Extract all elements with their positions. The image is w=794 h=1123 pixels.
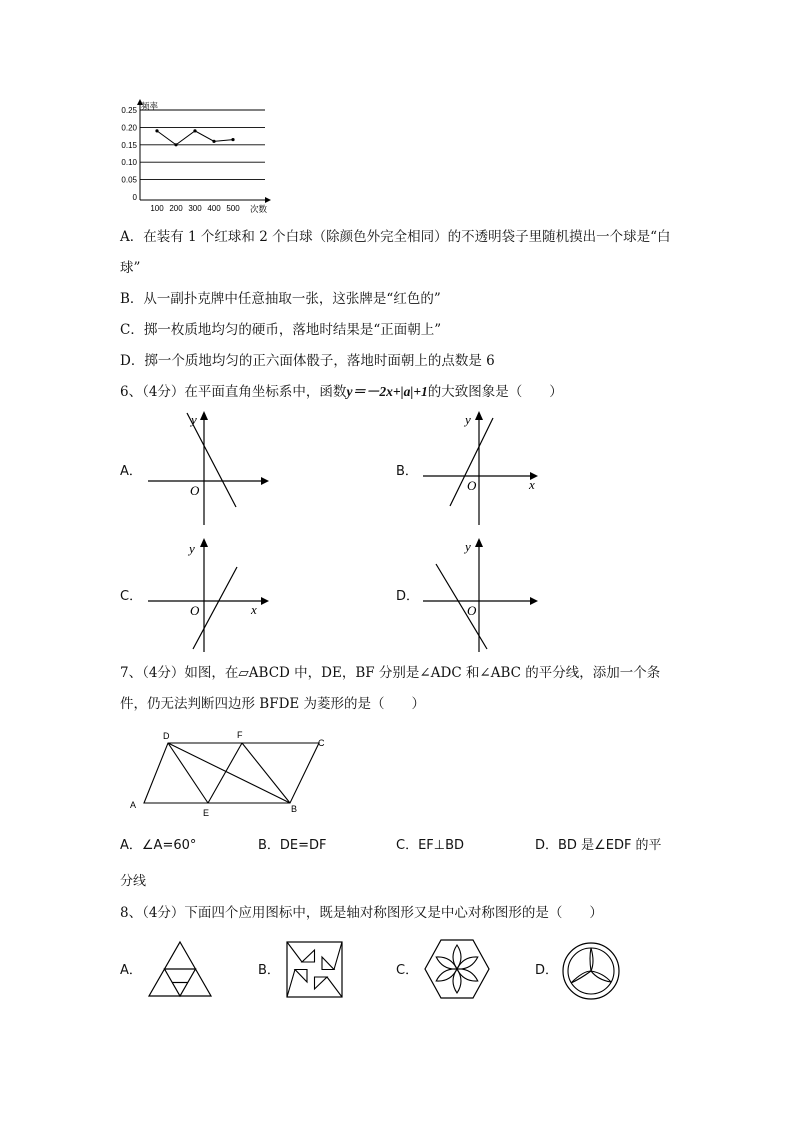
- chart-x-tick-label: 500: [226, 204, 240, 213]
- q8-label-b: B．: [258, 963, 280, 978]
- q7-option-c: C．EF⊥BD: [396, 838, 465, 853]
- chart-data-point: [231, 138, 234, 141]
- chart-y-tick-label: 0.25: [121, 106, 137, 115]
- q5-option-a-line1: A．在装有 1 个红球和 2 个白球（除颜色外完全相同）的不透明袋子里随机摸出一个球是“白: [120, 229, 671, 245]
- q7-option-b: B．DE=DF: [258, 838, 327, 853]
- q5-option-d: D．掷一个质地均匀的正六面体骰子，落地时面朝上的点数是 6: [120, 353, 495, 369]
- q8-stem: 8、（4分）下面四个应用图标中，既是轴对称图形又是中心对称图形的是（ ）: [120, 905, 603, 921]
- q7-parallelogram-figure: [125, 727, 340, 822]
- q7-stem-line2: 件，仍无法判断四边形 BFDE 为菱形的是（ ）: [120, 696, 426, 712]
- hexagon-flower-icon: [423, 938, 491, 1002]
- chart-x-tick-label: 100: [150, 204, 164, 213]
- q7-option-a: A．∠A=60°: [120, 838, 197, 853]
- q7-option-d-continued: 分线: [120, 874, 147, 889]
- q6-c-origin-label: O: [190, 603, 200, 618]
- q8-label-c: C．: [396, 963, 419, 978]
- chart-x-axis-title: 次数: [250, 204, 268, 214]
- q6-d-y-label: y: [465, 539, 471, 554]
- q6-c-x-label: x: [251, 602, 257, 617]
- chart-series-line: [157, 131, 233, 145]
- triangle-icon: [146, 939, 214, 999]
- q6-d-origin-label: O: [467, 603, 477, 618]
- frequency-chart: [115, 95, 275, 220]
- q6-graph-c: [145, 537, 270, 655]
- q6-graph-b: [420, 410, 545, 528]
- q6-b-x-label: x: [529, 477, 535, 492]
- q7-label-C: C: [318, 738, 325, 748]
- q6-formula: y＝－2x+|a|+1: [346, 384, 428, 399]
- q7-stem-line1: 7、（4分）如图，在▱ABCD 中，DE，BF 分别是∠ADC 和∠ABC 的平分线，添加一个条: [120, 665, 661, 681]
- q6-stem: [120, 383, 563, 401]
- q6-label-c: C．: [120, 589, 143, 604]
- q6-graph-d: [420, 537, 545, 655]
- q8-label-a: A．: [120, 963, 142, 978]
- q5-option-a-line2: 球”: [120, 260, 141, 276]
- chart-x-tick-label: 400: [207, 204, 221, 213]
- q6-label-d: D．: [396, 589, 420, 604]
- q7-label-A: A: [130, 800, 137, 810]
- chart-x-tick-label: 300: [188, 204, 202, 213]
- q6-b-origin-label: O: [467, 478, 477, 493]
- circle-wedge-icon: [560, 940, 622, 1002]
- q8-label-d: D．: [535, 963, 559, 978]
- q7-option-d: D．BD 是∠EDF 的平: [535, 838, 662, 853]
- q6-stem-pre: 6、（4分）在平面直角坐标系中，函数: [120, 384, 347, 400]
- q6-label-b: B．: [396, 464, 418, 479]
- chart-y-tick-label: 0.05: [121, 175, 137, 185]
- q7-label-B: B: [291, 804, 298, 814]
- q6-a-origin-label: O: [190, 483, 200, 498]
- q5-option-b: B．从一副扑克牌中任意抽取一张，这张牌是“红色的”: [120, 291, 441, 307]
- q6-graph-a: [145, 410, 270, 528]
- q6-b-y-label: y: [465, 412, 471, 427]
- q6-c-y-label: y: [189, 541, 195, 556]
- chart-x-axis-arrow: [265, 197, 271, 203]
- chart-y-axis-title: 频率: [141, 101, 159, 111]
- q5-option-c: C．掷一枚质地均匀的硬币，落地时结果是“正面朝上”: [120, 322, 442, 338]
- chart-y-tick-label: 0.15: [121, 140, 137, 150]
- chart-data-point: [193, 129, 196, 132]
- chart-data-point: [174, 143, 177, 146]
- q6-a-y-label: y: [191, 412, 197, 427]
- q6-stem-post: 的大致图象是（ ）: [427, 384, 563, 400]
- chart-data-point: [155, 129, 158, 132]
- chart-y-tick-label: 0.20: [121, 123, 137, 133]
- q7-label-F: F: [237, 730, 243, 740]
- chart-y-tick-label: 0: [132, 193, 137, 202]
- pinwheel-square-icon: [285, 940, 347, 1000]
- chart-x-tick-label: 200: [169, 204, 183, 213]
- chart-data-point: [212, 140, 215, 143]
- q7-label-E: E: [203, 808, 210, 818]
- q7-label-D: D: [163, 731, 170, 741]
- chart-y-tick-label: 0.10: [121, 158, 137, 168]
- q6-label-a: A．: [120, 464, 142, 479]
